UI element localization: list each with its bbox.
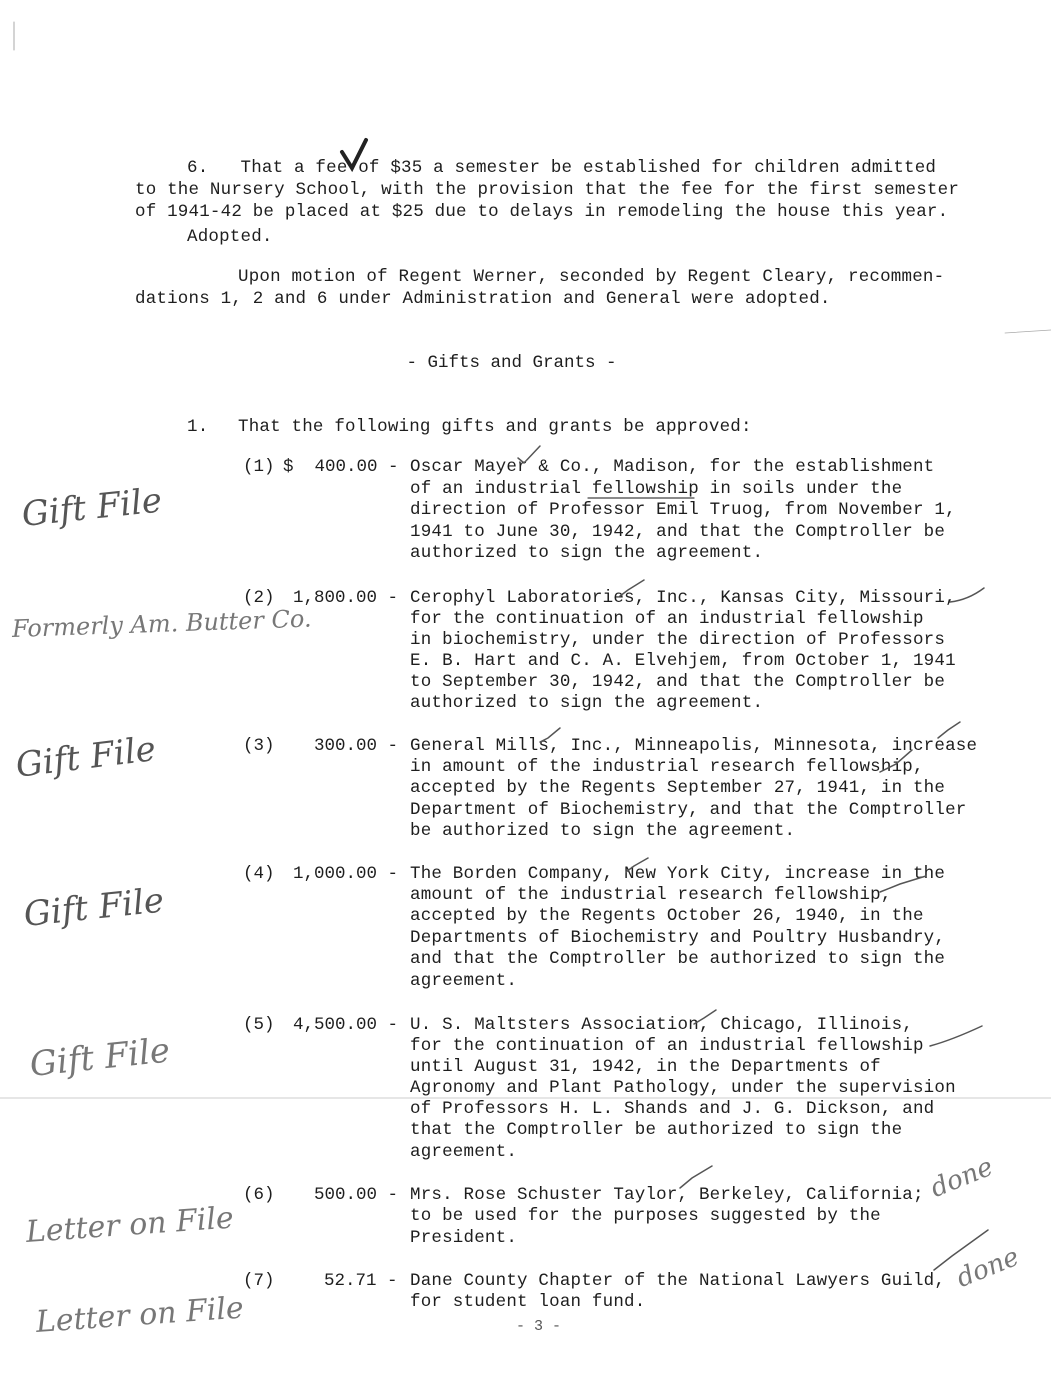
gift-1-line-3: direction of Professor Emil Truog, from November 1,	[410, 500, 956, 520]
gift-4-line-3: accepted by the Regents October 26, 1940, in the	[410, 906, 924, 926]
gift-6-amount: 500.00 -	[314, 1185, 399, 1205]
gift-7-number: (7)	[243, 1271, 275, 1291]
motion-line-2: dations 1, 2 and 6 under Administration and General were adopted.	[135, 289, 831, 309]
gift-2-line-1: Cerophyl Laboratories, Inc., Kansas City, Missouri,	[410, 588, 956, 608]
gift-4-line-5: and that the Comptroller be authorized to sign the	[410, 949, 946, 969]
gift-1-line-1: Oscar Mayer & Co., Madison, for the establishment	[410, 457, 935, 477]
handwritten-note-gift-5: Gift File	[27, 1030, 172, 1085]
section-heading: - Gifts and Grants -	[406, 353, 617, 373]
gift-5-line-7: agreement.	[410, 1142, 518, 1162]
gift-3-number: (3)	[243, 736, 275, 756]
gift-4-line-1: The Borden Company, New York City, increase in the	[410, 864, 946, 884]
gift-5-amount: 4,500.00 -	[293, 1015, 399, 1035]
checkmark-icon	[930, 1026, 982, 1046]
gift-2-line-6: authorized to sign the agreement.	[410, 693, 764, 713]
gift-2-line-2: for the continuation of an industrial fellowship	[410, 609, 924, 629]
item-6-line-2: to the Nursery School, with the provision that the fee for the first semester	[135, 180, 960, 200]
handwritten-note-gift-1: Gift File	[19, 480, 164, 535]
gift-3-line-2: in amount of the industrial research fellowship,	[410, 757, 924, 777]
gift-3-line-4: Department of Biochemistry, and that the Comptroller	[410, 800, 967, 820]
gift-1-line-5: authorized to sign the agreement.	[410, 543, 764, 563]
page-number: - 3 -	[515, 1318, 561, 1335]
gift-2-line-4: E. B. Hart and C. A. Elvehjem, from October 1, 1941	[410, 651, 956, 671]
gift-5-line-4: Agronomy and Plant Pathology, under the supervision	[410, 1078, 956, 1098]
margin-line	[1005, 330, 1051, 333]
gift-5-number: (5)	[243, 1015, 275, 1035]
gift-3-amount: 300.00 -	[314, 736, 399, 756]
gift-5-line-2: for the continuation of an industrial fellowship	[410, 1036, 924, 1056]
gift-6-line-3: President.	[410, 1228, 518, 1248]
gift-5-line-5: of Professors H. L. Shands and J. G. Dickson, and	[410, 1099, 935, 1119]
gift-2-amount: 1,800.00 -	[293, 588, 399, 608]
gift-7-line-1: Dane County Chapter of the National Lawyers Guild,	[410, 1271, 946, 1291]
gift-6-line-1: Mrs. Rose Schuster Taylor, Berkeley, California;	[410, 1185, 924, 1205]
gift-3-line-3: accepted by the Regents September 27, 1941, in the	[410, 778, 946, 798]
handwritten-note-gift-3: Gift File	[13, 729, 158, 786]
gift-4-line-2: amount of the industrial research fellowship,	[410, 885, 892, 905]
gift-4-line-6: agreement.	[410, 971, 518, 991]
gift-1-line-2: of an industrial fellowship in soils under the	[410, 479, 903, 499]
gift-6-number: (6)	[243, 1185, 275, 1205]
gift-4-number: (4)	[243, 864, 275, 884]
gift-1-amount: $ 400.00 -	[283, 457, 399, 477]
gift-1-line-4: 1941 to June 30, 1942, and that the Comptroller be	[410, 522, 946, 542]
gift-4-line-4: Departments of Biochemistry and Poultry Husbandry,	[410, 928, 946, 948]
gift-1-number: (1)	[243, 457, 275, 477]
gift-6-line-2: to be used for the purposes suggested by the	[410, 1206, 881, 1226]
gift-5-line-3: until August 31, 1942, in the Departments of	[410, 1057, 881, 1077]
handwritten-note-gift-4: Gift File	[21, 880, 166, 935]
handwritten-note-gift-2: Formerly Am. Butter Co.	[11, 604, 312, 643]
adopted-text: Adopted.	[187, 227, 273, 247]
gift-3-line-1: General Mills, Inc., Minneapolis, Minnesota, increase	[410, 736, 978, 756]
handwritten-note-gift-6: Letter on File	[24, 1200, 235, 1250]
gift-3-line-5: be authorized to sign the agreement.	[410, 821, 796, 841]
gift-7-line-2: for student loan fund.	[410, 1292, 646, 1312]
gift-5-line-1: U. S. Maltsters Association, Chicago, Illinois,	[410, 1015, 913, 1035]
intro-number: 1.	[187, 417, 209, 437]
item-6-line-3: of 1941-42 be placed at $25 due to delays in remodeling the house this year.	[135, 202, 949, 222]
item-6-line-1: 6. That a fee of $35 a semester be established for children admitted	[187, 158, 937, 178]
intro-text: That the following gifts and grants be approved:	[238, 417, 752, 437]
motion-line-1: Upon motion of Regent Werner, seconded by Regent Cleary, recommen-	[238, 267, 945, 287]
handwritten-note-gift-7: Letter on File	[34, 1290, 245, 1340]
gift-2-number: (2)	[243, 588, 275, 608]
gift-4-amount: 1,000.00 -	[293, 864, 399, 884]
gift-2-line-3: in biochemistry, under the direction of Professors	[410, 630, 946, 650]
handwritten-note-gift-6-right: done	[926, 1151, 998, 1204]
gift-7-amount: 52.71 -	[324, 1271, 398, 1291]
gift-5-line-6: that the Comptroller be authorized to sign the	[410, 1120, 903, 1140]
gift-2-line-5: to September 30, 1942, and that the Comptroller be	[410, 672, 946, 692]
handwritten-note-gift-7-right: done	[952, 1241, 1024, 1294]
